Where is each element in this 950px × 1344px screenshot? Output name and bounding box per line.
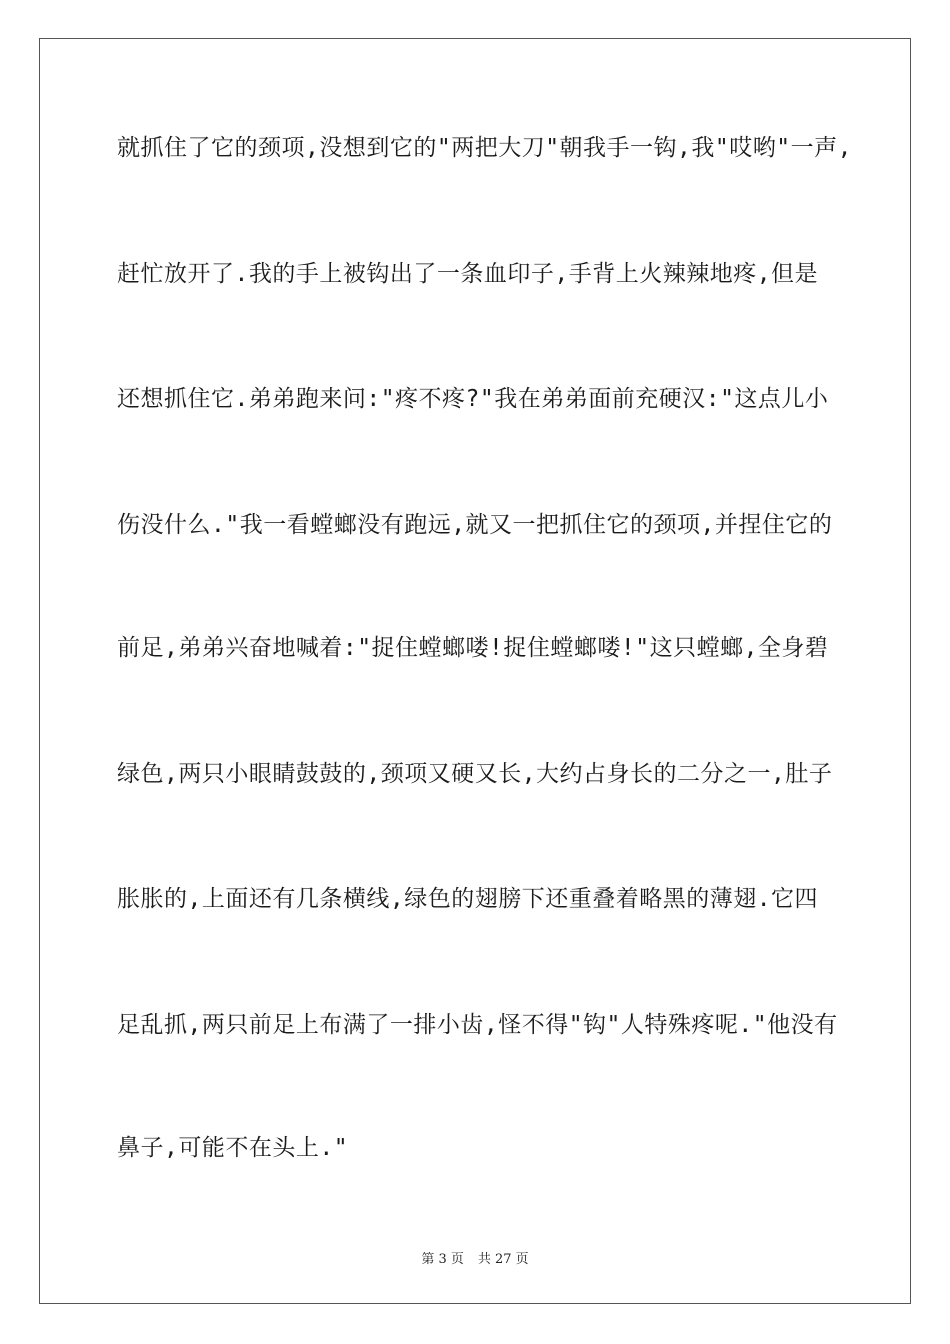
text-line: 足乱抓,两只前足上布满了一排小齿,怪不得"钩"人特殊疼呢."他没有 — [117, 1012, 838, 1038]
text-line: 伤没什么."我一看螳螂没有跑远,就又一把抓住它的颈项,并捏住它的 — [117, 512, 833, 538]
page-footer — [0, 1248, 950, 1267]
text-line: 赶忙放开了.我的手上被钩出了一条血印子,手背上火辣辣地疼,但是 — [117, 261, 819, 287]
text-line: 鼻子,可能不在头上." — [117, 1135, 349, 1161]
text-line: 前足,弟弟兴奋地喊着:"捉住螳螂喽!捉住螳螂喽!"这只螳螂,全身碧 — [117, 635, 829, 661]
page-number: 第 3 页 — [421, 1252, 464, 1267]
text-line: 还想抓住它.弟弟跑来问:"疼不疼?"我在弟弟面前充硬汉:"这点儿小 — [117, 386, 829, 412]
text-line: 胀胀的,上面还有几条横线,绿色的翅膀下还重叠着略黑的薄翅.它四 — [117, 886, 819, 912]
text-line: 就抓住了它的颈项,没想到它的"两把大刀"朝我手一钩,我"哎哟"一声, — [117, 135, 852, 161]
text-line: 绿色,两只小眼睛鼓鼓的,颈项又硬又长,大约占身长的二分之一,肚子 — [117, 761, 833, 787]
page-border — [39, 38, 911, 1304]
total-pages: 共 27 页 — [477, 1252, 529, 1267]
